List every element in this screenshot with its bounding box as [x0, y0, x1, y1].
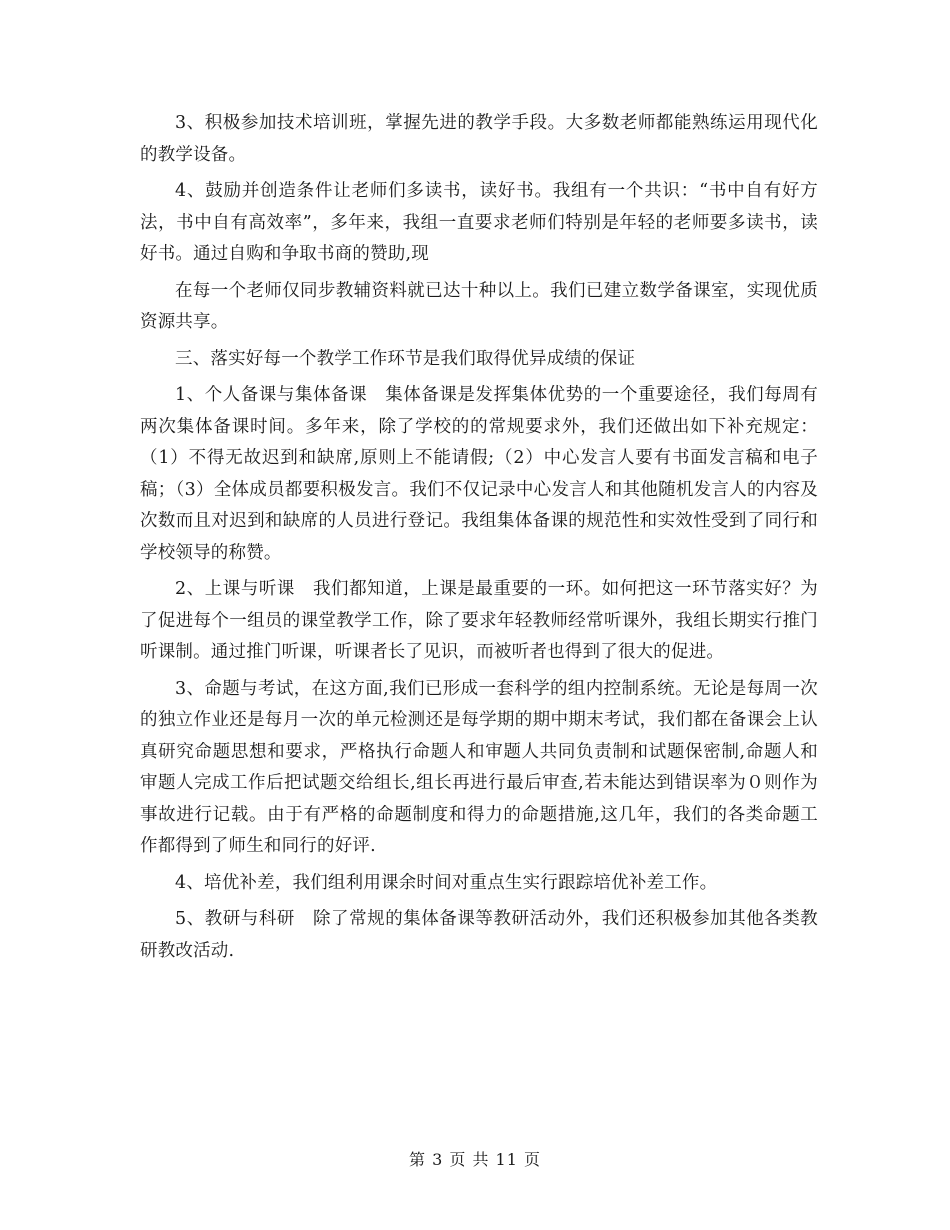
paragraph-exams: 3、命题与考试，在这方面,我们已形成一套科学的组内控制系统。无论是每周一次的独立作业还是每月一次的单元检测还是每学期的期中期末考试，我们都在备课会上认真研究命题思想和要求，严格执行命题人和审题人共同负责制和试题保密制,命题人和审题人完成工作后把试题交给组长,组长再进行最后审查,若未能达到错误率为０则作为事故进行记载。由于有严格的命题制度和得力的命题措施,这几年，我们的各类命题工作都得到了师生和同行的好评.: [140, 678, 818, 856]
page-number-footer: 第 3 页 共 11 页: [409, 1150, 541, 1169]
document-body: [140, 108, 818, 972]
paragraph-reading: 4、鼓励并创造条件让老师们多读书，读好书。我组有一个共识：“书中自有好方法，书中自有高效率”，多年来，我组一直要求老师们特别是年轻的老师要多读书，读好书。通过自购和争取书商的赞助,现: [140, 181, 818, 264]
paragraph-class-observation: 2、上课与听课 我们都知道，上课是最重要的一环。如何把这一环节落实好？为了促进每个一组员的课堂教学工作，除了要求年轻教师经常听课外，我组长期实行推门听课制。通过推门听课，听课者长了见识，而被听者也得到了很大的促进。: [140, 579, 818, 662]
paragraph-tutoring: 4、培优补差，我们组利用课余时间对重点生实行跟踪培优补差工作。: [175, 872, 718, 893]
section-heading-three: 三、落实好每一个教学工作环节是我们取得优异成绩的保证: [175, 348, 636, 369]
paragraph-research: 5、教研与科研 除了常规的集体备课等教研活动外，我们还积极参加其他各类教研教改活动.: [140, 909, 818, 961]
paragraph-resources: 在每一个老师仅同步教辅资料就已达十种以上。我们已建立数学备课室，实现优质资源共享。: [140, 280, 818, 332]
paragraph-training: 3、积极参加技术培训班，掌握先进的教学手段。大多数老师都能熟练运用现代化的教学设备。: [140, 113, 818, 165]
paragraph-lesson-prep: 1、个人备课与集体备课 集体备课是发挥集体优势的一个重要途径，我们每周有两次集体备课时间。多年来，除了学校的的常规要求外，我们还做出如下补充规定：（1）不得无故迟到和缺席,原则上不能请假;（2）中心发言人要有书面发言稿和电子稿；（3）全体成员都要积极发言。我们不仅记录中心发言人和其他随机发言人的内容及次数而且对迟到和缺席的人员进行登记。我组集体备课的规范性和实效性受到了同行和学校领导的称赞。: [140, 385, 818, 563]
